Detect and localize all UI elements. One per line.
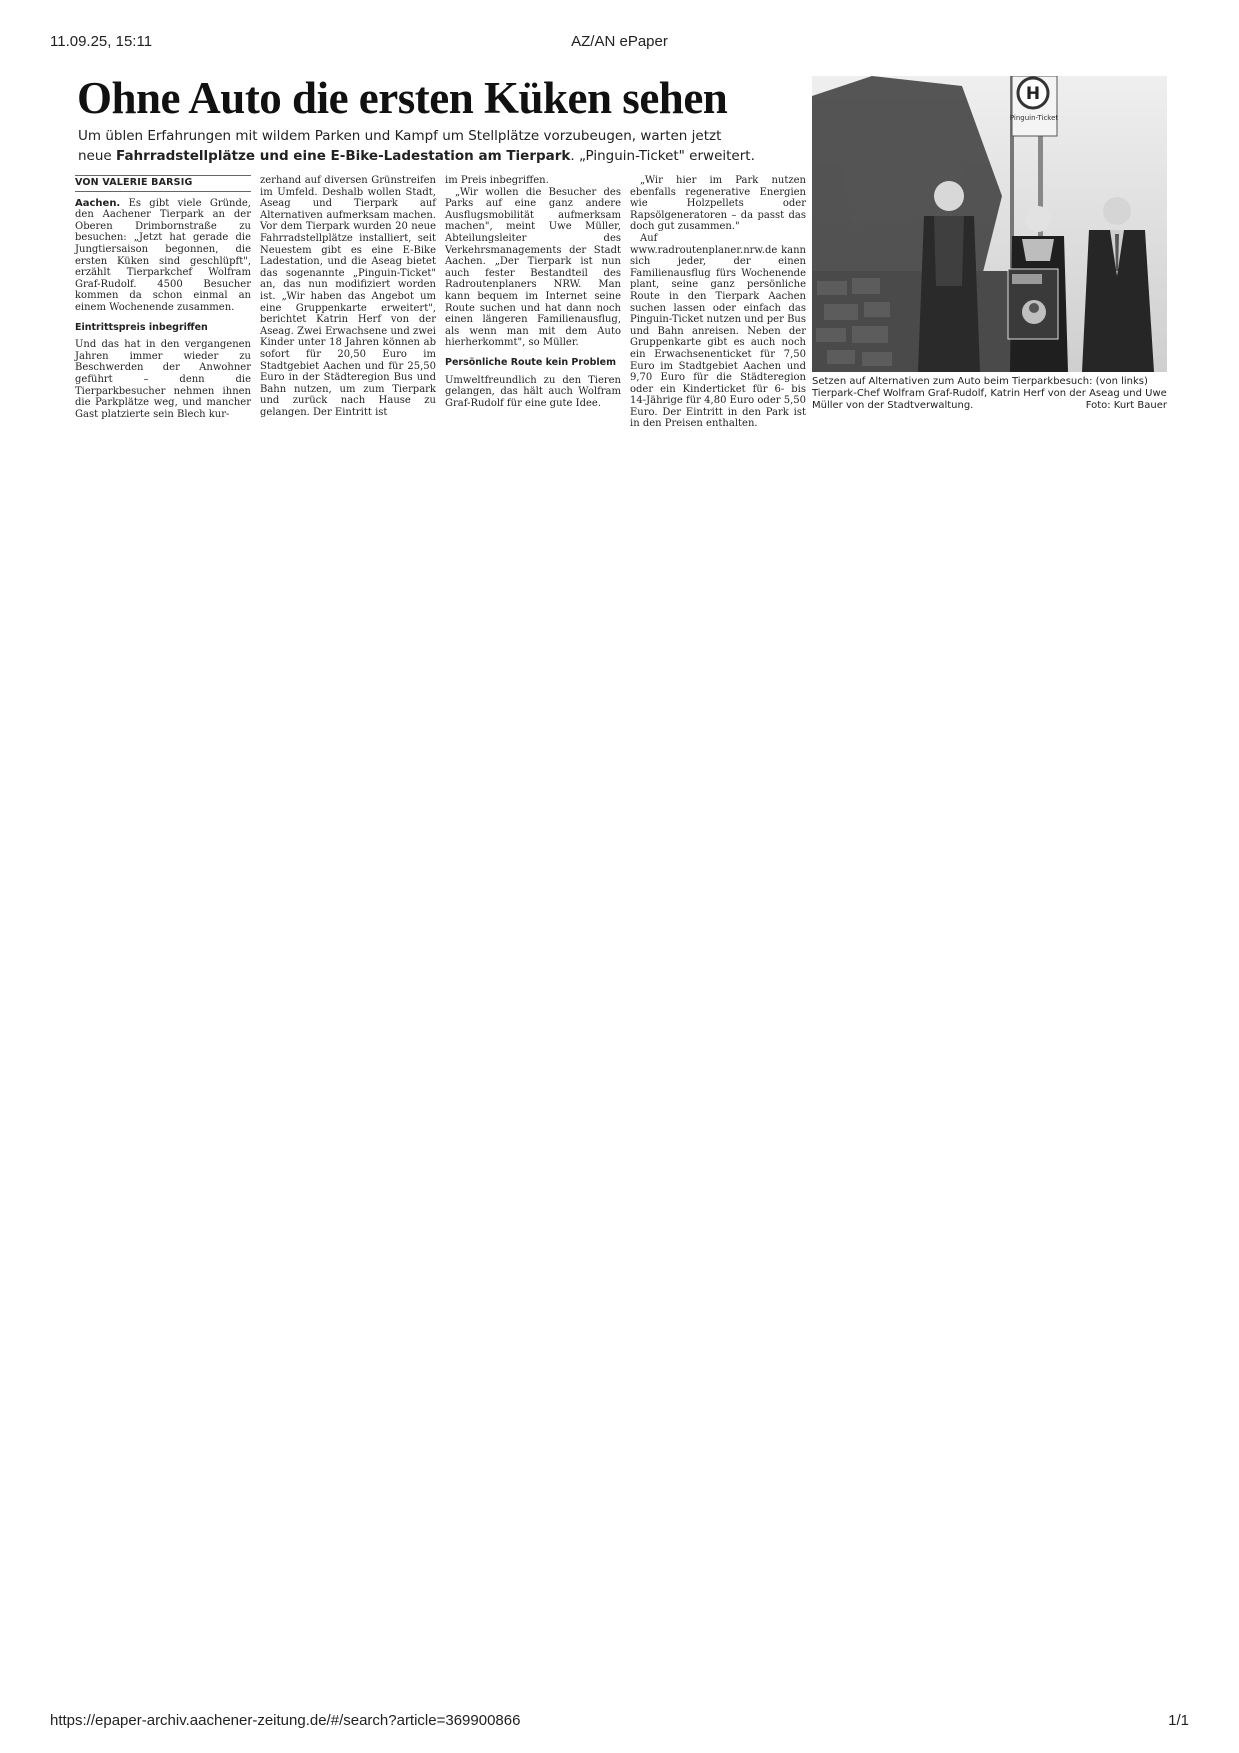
paragraph-7: „Wir hier im Park nutzen ebenfalls regenerative Energien wie Holzpellets oder Rapsölgeneratoren – da passt das doch gut zusammen.": [630, 175, 806, 233]
paragraph-4: im Preis inbegriffen.: [445, 175, 549, 186]
subhead-persoenliche-route: Persönliche Route kein Problem: [445, 356, 616, 368]
article-subheadline-line1: Um üblen Erfahrungen mit wildem Parken und Kampf um Stellplätze vorzubeugen, warten jetzt: [78, 128, 722, 144]
article-subheadline-line2: [78, 148, 798, 164]
article-column-1: [75, 175, 251, 420]
subhead-eintrittspreis: Eintrittspreis inbegriffen: [75, 321, 208, 333]
paragraph-3: zerhand auf diversen Grünstreifen im Umfeld. Deshalb wollen Stadt, Aseag und Tierpark auf Alternativen aufmerksam machen. Vor dem Tierpark wurden 20 neue Fahrradstellplätze installiert, seit Neuestem gibt es eine E-Bike Ladestation, und die Aseag bietet das sogenannte „Pinguin-Ticket" an, das nun modifiziert worden ist. „Wir haben das Angebot um eine Gruppenkarte erweitert", berichtet Katrin Herf von der Aseag. Zwei Erwachsene und zwei Kinder unter 18 Jahren können ab sofort für 20,50 Euro im Stadtgebiet Aachen und für 25,50 Euro in der Städteregion Bus und Bahn nutzen, um zum Tierpark und zurück nach Hause zu gelangen. Der Eintritt ist: [260, 175, 436, 418]
sign-letter: H: [1025, 84, 1041, 104]
print-header-datetime: 11.09.25, 15:11: [50, 33, 153, 50]
photo-illustration: [812, 76, 1167, 372]
article-headline: Ohne Auto die ersten Küken sehen: [77, 73, 728, 123]
article-photo: [812, 76, 1167, 372]
article: [75, 72, 1175, 430]
paragraph-8: Auf www.radroutenplaner.nrw.de kann sich jeder, der einen Familienausflug fürs Wochenende plant, seine ganz persönliche Route in den Tierpark Aachen suchen lassen oder einfach das Pinguin-Ticket nutzen und per Bus und Bahn anreisen. Neben der Gruppenkarte gibt es auch noch ein Erwachsenenticket für 7,50 Euro im Stadtgebiet Aachen und 9,70 Euro für die Städteregion oder ein Kinderticket für 6- bis 14-Jährige für 4,80 Euro oder 5,50 Euro. Der Eintritt in den Park ist in den Preisen enthalten.: [630, 232, 806, 430]
paragraph-1-text: Es gibt viele Gründe, den Aachener Tierpark an der Oberen Drimbornstraße zu besuchen: „Jetzt hat gerade die Jungtiersaison begonnen, die ersten Küken sind geschlüpft", erzählt Tierparkchef Wolfram Graf-Rudolf. 4500 Besucher kommen da schon einmal an einem Wochenende zusammen.: [75, 197, 251, 313]
sign-label: Pinguin-Ticket: [1009, 114, 1059, 122]
paragraph-6: Umweltfreundlich zu den Tieren gelangen, das hält auch Wolfram Graf-Rudolf für eine gute Idee.: [445, 374, 621, 409]
article-column-3: [445, 175, 621, 409]
print-footer-url: https://epaper-archiv.aachener-zeitung.de/#/search?article=369900866: [50, 1712, 521, 1729]
subheadline-bold: Fahrradstellplätze und eine E-Bike-Ladestation am Tierpark: [116, 148, 571, 164]
subheadline-pre: neue: [78, 148, 117, 164]
caption-text: Setzen auf Alternativen zum Auto beim Tierparkbesuch: (von links) Tierpark-Chef Wolfram Graf-Rudolf, Katrin Herf von der Aseag und Uwe Müller von der Stadtverwaltung.: [812, 376, 1167, 411]
dateline: Aachen.: [75, 197, 121, 209]
article-column-2: [260, 175, 436, 418]
photo-credit: Foto: Kurt Bauer: [1085, 400, 1167, 411]
paragraph-2: Und das hat in den vergangenen Jahren immer wieder zu Beschwerden der Anwohner geführt – denn die Tierparkbesucher nehmen ihnen die Parkplätze weg, und mancher Gast platzierte sein Blech kur-: [75, 339, 251, 420]
paragraph-1: [75, 198, 251, 314]
article-byline: VON VALERIE BARSIG: [75, 175, 251, 192]
article-column-4: [630, 175, 806, 430]
print-header-title: AZ/AN ePaper: [571, 33, 668, 50]
subheadline-post: . „Pinguin-Ticket" erweitert.: [570, 148, 755, 164]
print-footer-page: 1/1: [1168, 1712, 1189, 1729]
paragraph-5: „Wir wollen die Besucher des Parks auf eine ganz andere Ausflugsmobilität aufmerksam machen", meint Uwe Müller, Abteilungsleiter des Verkehrsmanagements der Stadt Aachen. „Der Tierpark ist nun auch fester Bestandteil des Radroutenplaners NRW. Man kann bequem im Internet seine Route suchen und hat dann noch einen längeren Familienausflug, als wenn man mit dem Auto hierherkommt", so Müller.: [445, 186, 621, 349]
photo-caption: [812, 376, 1167, 412]
